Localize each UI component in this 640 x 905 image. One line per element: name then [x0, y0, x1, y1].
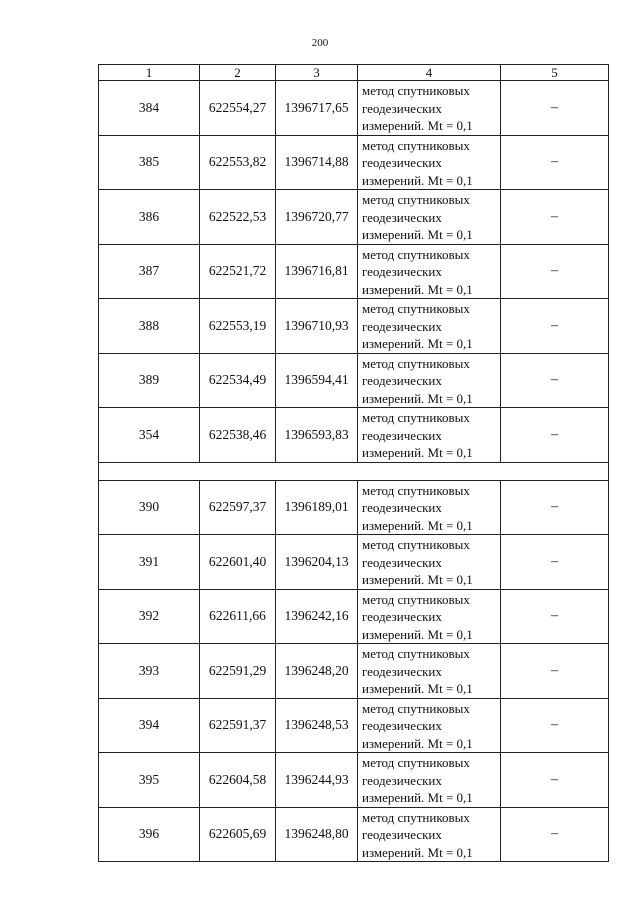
accuracy-note-cell: –	[501, 480, 609, 535]
y-coordinate-cell: 1396189,01	[276, 480, 358, 535]
y-coordinate-cell: 1396593,83	[276, 408, 358, 463]
table-row	[99, 299, 609, 354]
y-coordinate-cell: 1396714,88	[276, 135, 358, 190]
y-coordinate-cell: 1396244,93	[276, 753, 358, 808]
method-cell: метод спутниковых геодезических измерений. Mt = 0,1	[358, 698, 501, 753]
group-separator-cell	[99, 462, 609, 480]
page-number: 200	[311, 37, 329, 49]
header-col-5: 5	[501, 65, 609, 81]
point-number-cell: 386	[99, 190, 200, 245]
header-col-1: 1	[99, 65, 200, 81]
accuracy-note-cell: –	[501, 589, 609, 644]
x-coordinate-cell: 622604,58	[200, 753, 276, 808]
x-coordinate-cell: 622554,27	[200, 81, 276, 136]
accuracy-note-cell: –	[501, 81, 609, 136]
method-cell: метод спутниковых геодезических измерений. Mt = 0,1	[358, 753, 501, 808]
point-number-cell: 389	[99, 353, 200, 408]
table-row	[99, 244, 609, 299]
y-coordinate-cell: 1396716,81	[276, 244, 358, 299]
accuracy-note-cell: –	[501, 353, 609, 408]
x-coordinate-cell: 622521,72	[200, 244, 276, 299]
point-number-cell: 384	[99, 81, 200, 136]
y-coordinate-cell: 1396717,65	[276, 81, 358, 136]
header-col-2: 2	[200, 65, 276, 81]
method-cell: метод спутниковых геодезических измерений. Mt = 0,1	[358, 135, 501, 190]
y-coordinate-cell: 1396594,41	[276, 353, 358, 408]
method-cell: метод спутниковых геодезических измерений. Mt = 0,1	[358, 644, 501, 699]
y-coordinate-cell: 1396248,20	[276, 644, 358, 699]
method-cell: метод спутниковых геодезических измерений. Mt = 0,1	[358, 244, 501, 299]
x-coordinate-cell: 622597,37	[200, 480, 276, 535]
point-number-cell: 391	[99, 535, 200, 590]
accuracy-note-cell: –	[501, 698, 609, 753]
x-coordinate-cell: 622605,69	[200, 807, 276, 862]
point-number-cell: 387	[99, 244, 200, 299]
accuracy-note-cell: –	[501, 408, 609, 463]
method-cell: метод спутниковых геодезических измерений. Mt = 0,1	[358, 408, 501, 463]
y-coordinate-cell: 1396248,53	[276, 698, 358, 753]
accuracy-note-cell: –	[501, 644, 609, 699]
point-number-cell: 354	[99, 408, 200, 463]
group-separator-row	[99, 462, 609, 480]
accuracy-note-cell: –	[501, 135, 609, 190]
x-coordinate-cell: 622591,37	[200, 698, 276, 753]
point-number-cell: 388	[99, 299, 200, 354]
method-cell: метод спутниковых геодезических измерений. Mt = 0,1	[358, 81, 501, 136]
method-cell: метод спутниковых геодезических измерений. Mt = 0,1	[358, 353, 501, 408]
method-cell: метод спутниковых геодезических измерений. Mt = 0,1	[358, 299, 501, 354]
x-coordinate-cell: 622591,29	[200, 644, 276, 699]
x-coordinate-cell: 622522,53	[200, 190, 276, 245]
y-coordinate-cell: 1396720,77	[276, 190, 358, 245]
x-coordinate-cell: 622534,49	[200, 353, 276, 408]
point-number-cell: 385	[99, 135, 200, 190]
point-number-cell: 393	[99, 644, 200, 699]
accuracy-note-cell: –	[501, 807, 609, 862]
point-number-cell: 394	[99, 698, 200, 753]
table-row	[99, 589, 609, 644]
table-row	[99, 644, 609, 699]
table-row	[99, 353, 609, 408]
y-coordinate-cell: 1396204,13	[276, 535, 358, 590]
point-number-cell: 396	[99, 807, 200, 862]
point-number-cell: 395	[99, 753, 200, 808]
table-row	[99, 480, 609, 535]
accuracy-note-cell: –	[501, 535, 609, 590]
table-body	[99, 81, 609, 862]
accuracy-note-cell: –	[501, 753, 609, 808]
table-row	[99, 807, 609, 862]
table-row	[99, 535, 609, 590]
header-col-4: 4	[358, 65, 501, 81]
method-cell: метод спутниковых геодезических измерений. Mt = 0,1	[358, 190, 501, 245]
x-coordinate-cell: 622538,46	[200, 408, 276, 463]
y-coordinate-cell: 1396710,93	[276, 299, 358, 354]
header-col-3: 3	[276, 65, 358, 81]
x-coordinate-cell: 622611,66	[200, 589, 276, 644]
table-row	[99, 753, 609, 808]
point-number-cell: 390	[99, 480, 200, 535]
table-row	[99, 698, 609, 753]
method-cell: метод спутниковых геодезических измерений. Mt = 0,1	[358, 589, 501, 644]
y-coordinate-cell: 1396242,16	[276, 589, 358, 644]
method-cell: метод спутниковых геодезических измерений. Mt = 0,1	[358, 807, 501, 862]
x-coordinate-cell: 622553,82	[200, 135, 276, 190]
x-coordinate-cell: 622553,19	[200, 299, 276, 354]
accuracy-note-cell: –	[501, 299, 609, 354]
table-row	[99, 408, 609, 463]
point-number-cell: 392	[99, 589, 200, 644]
table-row	[99, 135, 609, 190]
accuracy-note-cell: –	[501, 244, 609, 299]
accuracy-note-cell: –	[501, 190, 609, 245]
y-coordinate-cell: 1396248,80	[276, 807, 358, 862]
x-coordinate-cell: 622601,40	[200, 535, 276, 590]
table-row	[99, 190, 609, 245]
table-row	[99, 81, 609, 136]
method-cell: метод спутниковых геодезических измерений. Mt = 0,1	[358, 535, 501, 590]
coordinates-table	[98, 64, 609, 862]
method-cell: метод спутниковых геодезических измерений. Mt = 0,1	[358, 480, 501, 535]
header-row	[99, 65, 609, 81]
